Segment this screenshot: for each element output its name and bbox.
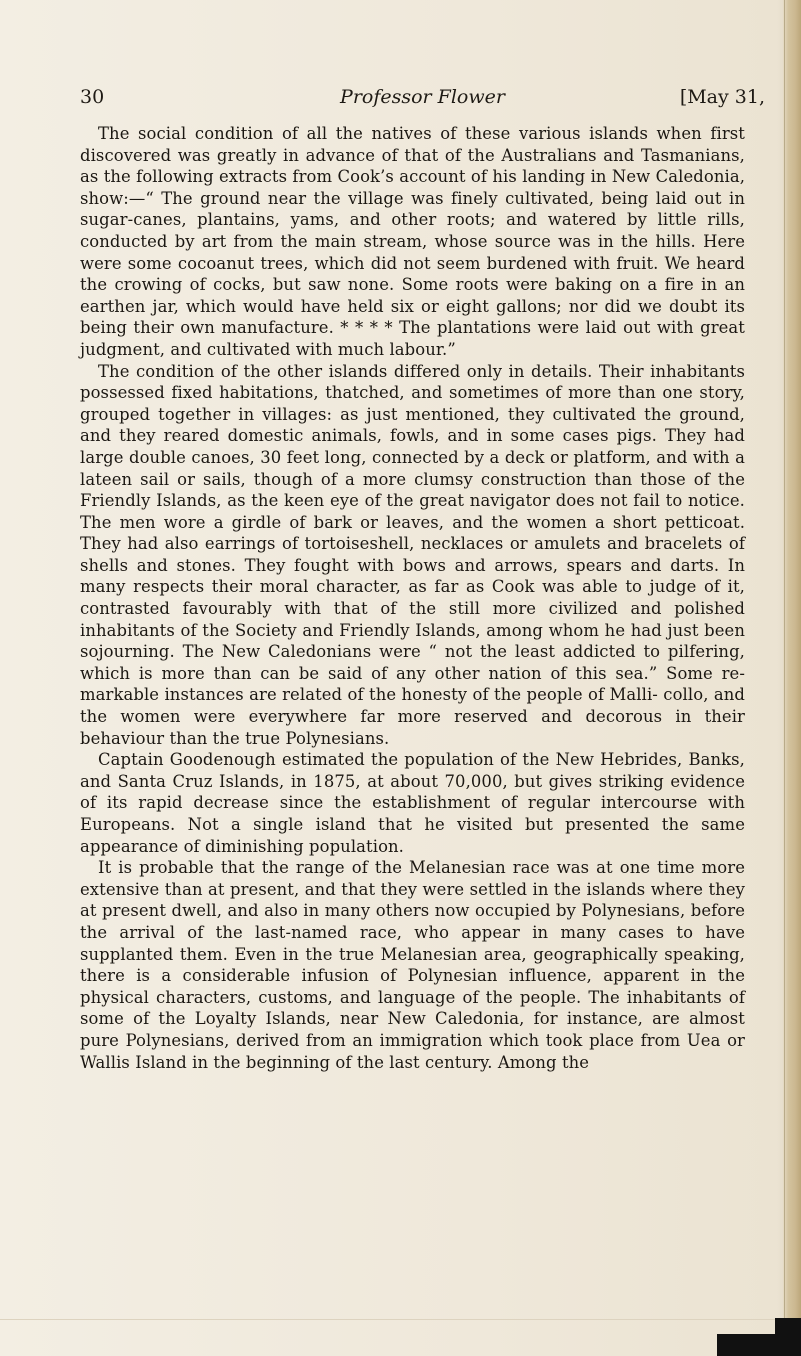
page-edge	[783, 0, 801, 1356]
paragraph-4: It is probable that the range of the Melanesian race was at one time more extensive than at present, and that they were settled in the islands where they at present dwell, and also in many others now occupied by Polynesians, before the arrival of the last-named race, who appear in many cases to have supplanted them. Even in the true Melanesian area, geographically speaking, there is a considerable infusion of Polynesian influence, apparent in the physical characters, customs, and language of the people. The inhabitants of some of the Loyalty Islands, near New Caledonia, for instance, are almost pure Polynesians, derived from an immigration which took place from Uea or Wallis Island in the beginning of the last century. Among the	[80, 858, 745, 1072]
scan-corner-mark	[775, 1318, 801, 1334]
page-edge-line	[784, 0, 785, 1356]
page-number: 30	[80, 86, 105, 108]
running-title: Professor Flower	[340, 86, 505, 108]
body-text	[80, 123, 745, 1073]
header-date: [May 31,	[679, 86, 765, 108]
paragraph-3: Captain Goodenough estimated the population of the New Hebrides, Banks, and Santa Cruz Islands, in 1875, at about 70,000, but gives striking evidence of its rapid decrease since the establishment of regular intercourse with Europeans. Not a single island that he visited but presented the same appearance of diminishing population.	[80, 750, 745, 856]
page-header	[80, 86, 765, 114]
paragraph-2: The condition of the other islands differed only in details. Their inhabitants possessed fixed habitations, thatched, and sometimes of more than one story, grouped together in villages: as just mentioned, they cultivated the ground, and they reared domestic animals, fowls, and in some cases pigs. They had large double canoes, 30 feet long, connected by a deck or platform, and with a lateen sail or sails, though of a more clumsy construction than those of the Friendly Islands, as the keen eye of the great navigator does not fail to notice. The men wore a girdle of bark or leaves, and the women a short petticoat. They had also earrings of tortoiseshell, necklaces or amulets and bracelets of shells and stones. They fought with bows and arrows, spears and darts. In many respects their moral character, as far as Cook was able to judge of it, contrasted favourably with that of the still more civilized and polished inhabitants of the Society and Friendly Islands, among whom he had just been sojourning. The New Caledonians were “ not the least addicted to pilfering, which is more than can be said of any other nation of this sea.” Some re- markable instances are related of the honesty of the people of Malli- collo, and the women were everywhere far more reserved and decorous in their behaviour than the true Polynesians.	[80, 361, 745, 748]
paragraph-1: The social condition of all the natives of these various islands when first discovered was greatly in advance of that of the Australians and Tasmanians, as the following extracts from Cook’s account of his landing in New Caledonia, show:—“ The ground near the village was finely cultivated, being laid out in sugar-canes, plantains, yams, and other roots; and watered by little rills, conducted by art from the main stream, whose source was in the hills. Here were some cocoanut trees, which did not seem burdened with fruit. We heard the crowing of cocks, but saw none. Some roots were baking on a fire in an earthen jar, which would have held six or eight gallons; nor did we doubt its being their own manufacture. * * * * The plantations were laid out with great judgment, and cultivated with much labour.”	[80, 124, 745, 359]
bottom-rule	[0, 1319, 783, 1320]
scan-corner-block	[717, 1334, 801, 1356]
